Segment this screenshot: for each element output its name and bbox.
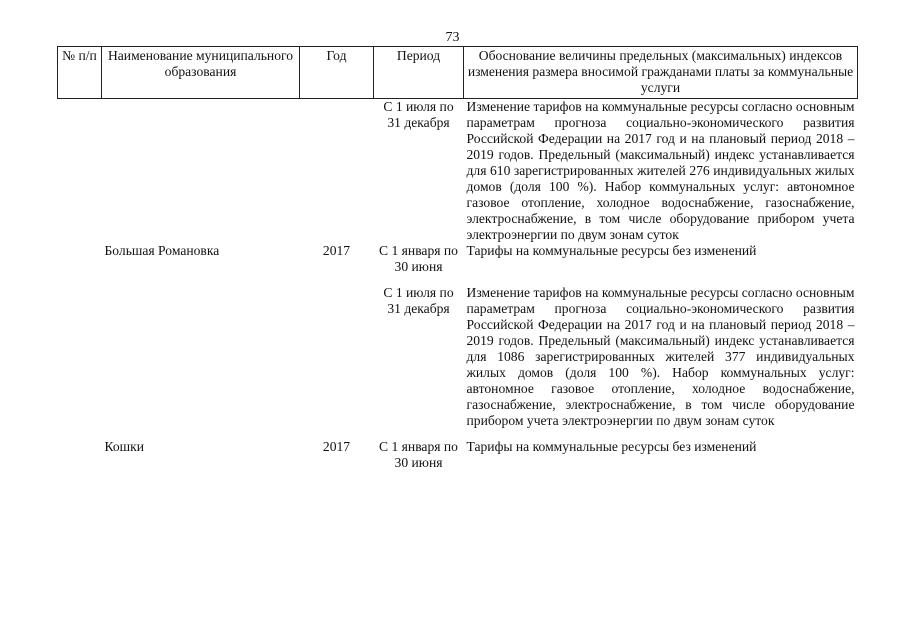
period-cell: С 1 июля по 31 декабря: [383, 99, 454, 130]
header-municipality: Наименование муниципального образования: [102, 47, 300, 99]
row-number: [58, 99, 102, 244]
year-cell: [300, 285, 374, 439]
header-year: Год: [300, 47, 374, 99]
row-number: [58, 439, 102, 471]
year-cell: [300, 99, 374, 244]
tariff-index-table: [57, 46, 858, 471]
justification-cell: Тарифы на коммунальные ресурсы без изменений: [466, 439, 757, 454]
header-number: № п/п: [58, 47, 102, 99]
municipality-name: [102, 285, 300, 439]
year-cell: 2017: [322, 439, 351, 454]
table-row: [58, 99, 858, 244]
year-cell: 2017: [322, 243, 351, 258]
municipality-name: [102, 99, 300, 244]
justification-cell: Тарифы на коммунальные ресурсы без изменений: [466, 243, 757, 258]
municipality-name: Большая Романовка: [104, 243, 220, 258]
row-number: [58, 285, 102, 439]
justification-cell: Изменение тарифов на коммунальные ресурсы согласно основным параметрам прогноза социально-экономического развития Российской Федерации на 2017 год и на плановый период 2018 – 2019 годов. Предельный (максимальный) индекс устанавливается для 610 зарегистрированных жителей 276 индивидуальных жилых домов (доля 100 %). Набор коммунальных услуг: автономное газовое отопление, холодное водоснабжение, газоснабжение, электроснабжение, в том числе оборудование прибором учета электроэнергии по двум зонам суток: [466, 99, 855, 242]
municipality-name: Кошки: [104, 439, 145, 454]
header-justification: Обоснование величины предельных (максимальных) индексов изменения размера вносимой гражданами платы за коммунальные услуги: [464, 47, 858, 99]
table-row: [58, 243, 858, 285]
row-number: [58, 243, 102, 285]
table-row: [58, 285, 858, 439]
period-cell: С 1 января по 30 июня: [379, 243, 458, 274]
period-cell: С 1 июля по 31 декабря: [383, 285, 454, 316]
table-header-row: [58, 47, 858, 99]
justification-cell: Изменение тарифов на коммунальные ресурсы согласно основным параметрам прогноза социально-экономического развития Российской Федерации на 2017 год и на плановый период 2018 – 2019 годов. Предельный (максимальный) индекс устанавливается для 1086 зарегистрированных жителей 377 индивидуальных жилых домов (доля 100 %). Набор коммунальных услуг: автономное газовое отопление, холодное водоснабжение, газоснабжение, электроснабжение, в том числе оборудование прибором учета электроэнергии по двум зонам суток: [466, 285, 855, 428]
period-cell: С 1 января по 30 июня: [379, 439, 458, 470]
header-period: Период: [374, 47, 464, 99]
table-row: [58, 439, 858, 471]
page-number: 73: [445, 30, 460, 45]
